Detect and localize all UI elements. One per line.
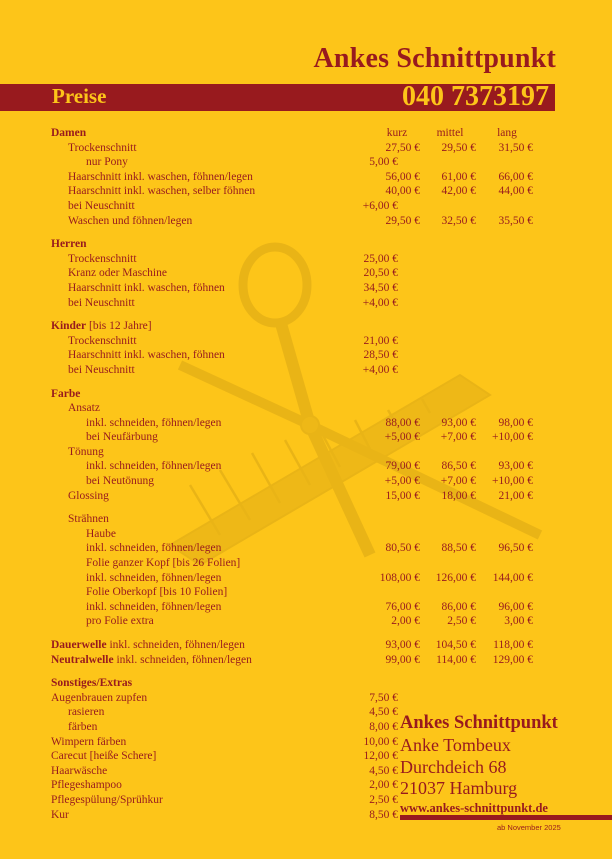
valid-from-note: ab November 2025 — [497, 823, 561, 832]
kinder-note: [bis 12 Jahre] — [89, 320, 152, 333]
price-row: Kur 8,50 € — [51, 808, 398, 821]
price-row: rasieren 4,50 € — [68, 706, 398, 719]
subsection-ansatz: Ansatz — [68, 402, 100, 415]
price-row: Augenbrauen zupfen 7,50 € — [51, 691, 398, 704]
subsection-folie-ganz: Folie ganzer Kopf [bis 26 Folien] — [86, 557, 241, 570]
section-farbe: Farbe — [51, 387, 81, 400]
col-kurz: kurz — [386, 127, 408, 139]
price-row: Waschen und föhnen/legen 29,50 € 32,50 € 35,50 € — [68, 214, 533, 227]
header-bar — [0, 81, 555, 112]
price-row: inkl. schneiden, föhnen/legen 76,00 € 86,00 € 96,00 € — [86, 600, 533, 613]
subsection-straehnen: Strähnen — [68, 513, 109, 526]
price-row: pro Folie extra 2,00 € 2,50 € 3,00 € — [86, 615, 533, 628]
price-row: Carecut [heiße Schere] 12,00 € — [51, 750, 398, 763]
price-row: bei Neuschnitt +4,00 € — [68, 296, 398, 309]
col-lang: lang — [497, 127, 517, 139]
website-link[interactable]: www.ankes-schnittpunkt.de — [400, 800, 548, 815]
price-row: Trockenschnitt 27,50 € 29,50 € 31,50 € — [68, 141, 533, 154]
price-row: bei Neufärbung +5,00 € +7,00 € +10,00 € — [86, 431, 533, 444]
price-row: färben 8,00 € — [68, 720, 398, 733]
section-neutralwelle: Neutralwelle — [51, 653, 114, 666]
price-row: nur Pony 5,00 € — [86, 156, 398, 169]
price-row: Pflegespülung/Sprühkur 2,50 € — [51, 793, 398, 806]
price-row: Wimpern färben 10,00 € — [51, 735, 398, 748]
contact-block — [400, 711, 558, 817]
contact-street: Durchdeich 68 — [400, 756, 507, 777]
price-row: Haarwäsche 4,50 € — [51, 764, 398, 777]
section-herren: Herren — [51, 238, 87, 251]
price-row: Haarschnitt inkl. waschen, föhnen/legen 56,00 € 61,00 € 66,00 € — [68, 170, 533, 183]
col-mittel: mittel — [436, 127, 464, 139]
price-row: Dauerwelle inkl. schneiden, föhnen/legen 93,00 € 104,50 € 118,00 € — [51, 639, 533, 651]
subsection-haube: Haube — [86, 527, 117, 540]
section-damen: Damen — [51, 127, 87, 139]
price-row: inkl. schneiden, föhnen/legen 88,00 € 93,00 € 98,00 € — [86, 416, 533, 429]
contact-owner: Anke Tombeux — [400, 735, 511, 755]
salon-title: Ankes Schnittpunkt — [313, 43, 556, 74]
price-row: Trockenschnitt 25,00 € — [68, 252, 398, 265]
contact-city: 21037 Hamburg — [400, 778, 518, 798]
price-row: bei Neuschnitt +6,00 € — [68, 199, 398, 212]
price-row: inkl. schneiden, föhnen/legen 80,50 € 88,50 € 96,50 € — [86, 542, 533, 555]
price-row: inkl. schneiden, föhnen/legen 108,00 € 126,00 € 144,00 € — [86, 571, 533, 584]
price-row: Haarschnitt inkl. waschen, selber föhnen 40,00 € 42,00 € 44,00 € — [68, 185, 533, 198]
section-dauerwelle: Dauerwelle — [51, 639, 107, 651]
damen-header-row — [51, 126, 551, 141]
price-row: Glossing 15,00 € 18,00 € 21,00 € — [68, 489, 533, 502]
subsection-folie-ober: Folie Oberkopf [bis 10 Folien] — [86, 586, 228, 599]
phone-number[interactable]: 040 7373197 — [402, 81, 549, 112]
price-row: Haarschnitt inkl. waschen, föhnen 28,50 € — [68, 349, 398, 362]
price-row: bei Neuschnitt +4,00 € — [68, 363, 398, 376]
section-sonstiges: Sonstiges/Extras — [51, 677, 133, 690]
price-row: inkl. schneiden, föhnen/legen 79,00 € 86,50 € 93,00 € — [86, 460, 533, 473]
price-row: Kranz oder Maschine 20,50 € — [68, 267, 398, 280]
price-row: Pflegeshampoo 2,00 € — [51, 779, 398, 792]
subsection-toenung: Tönung — [68, 445, 104, 458]
price-row: Trockenschnitt 21,00 € — [68, 334, 398, 347]
contact-name: Ankes Schnittpunkt — [400, 713, 558, 733]
section-title: Preise — [52, 84, 107, 108]
price-row: Haarschnitt inkl. waschen, föhnen 34,50 € — [68, 281, 398, 294]
section-kinder: Kinder — [51, 320, 87, 333]
price-row: Neutralwelle inkl. schneiden, föhnen/legen 99,00 € 114,00 € 129,00 € — [51, 653, 533, 666]
price-row: bei Neutönung +5,00 € +7,00 € +10,00 € — [86, 475, 533, 488]
footer-divider — [400, 815, 612, 820]
